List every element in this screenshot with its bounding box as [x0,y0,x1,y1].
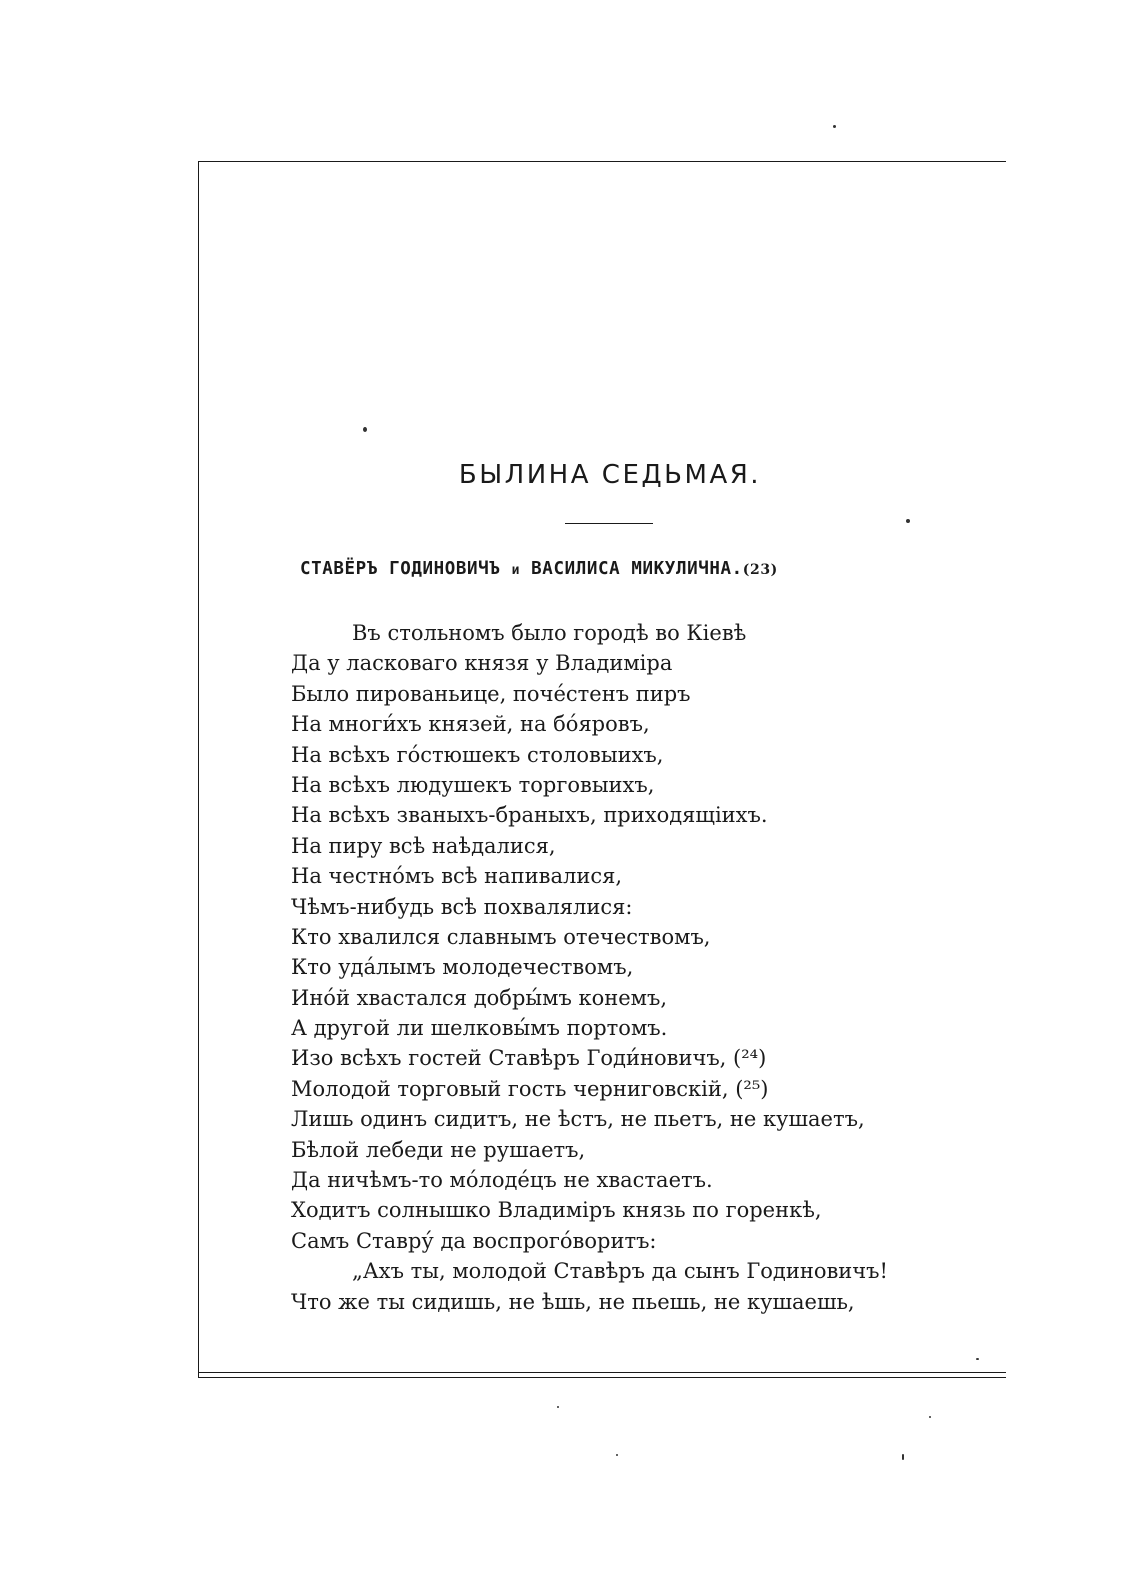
poem-line: Было пированьице, поче́стенъ пиръ [291,681,691,706]
poem-line: Кто уда́лымъ молодечествомъ, [291,955,634,980]
scan-speck [833,125,836,128]
scan-speck [902,1454,904,1460]
poem-line: На всѣхъ званыхъ-браныхъ, приходящіихъ. [291,803,768,828]
poem-line: Чѣмъ-нибудь всѣ похвалялися: [291,894,633,919]
poem-line: Ино́й хвастался добры́мъ конемъ, [291,985,668,1010]
frame-top-rule [198,161,1006,162]
poem-line: На всѣхъ го́стюшекъ столовыихъ, [291,742,664,767]
poem-line: Ходитъ солнышко Владиміръ князь по горенкѣ, [291,1198,822,1223]
frame-bottom-rule [198,1372,1006,1373]
poem-line: Да у ласковаго князя у Владиміра [291,651,673,676]
subtitle-part-1: СТАВЁРЪ ГОДИНОВИЧЪ [300,559,501,579]
subtitle-part-2: ВАСИЛИСА МИКУЛИЧНА. [531,559,743,579]
heading-divider [565,523,653,524]
poem-line: А другой ли шелковы́мъ портомъ. [291,1016,668,1041]
poem-line: Лишь одинъ сидитъ, не ѣстъ, не пьетъ, не кушаетъ, [291,1107,865,1132]
poem-line: Въ стольномъ было городѣ во Кіевѣ [352,621,747,645]
subtitle-conjunction: и [511,563,521,578]
chapter-heading: БЫЛИНА СЕДЬМАЯ. [458,460,762,490]
poem-line: Молодой торговый гость черниговскій, (²⁵) [291,1076,769,1101]
poem-line: Кто хвалился славнымъ отечествомъ, [291,924,711,949]
poem-line: Самъ Ставру́ да воспрого́воритъ: [291,1228,657,1253]
scan-speck [929,1416,931,1418]
chapter-subtitle [300,559,1000,579]
poem-line: Да ничѣмъ-то мо́лоде́цъ не хвастаетъ. [291,1168,713,1193]
frame-bottom-rule-double [198,1377,1006,1378]
poem-line: Бѣлой лебеди не рушаетъ, [291,1137,586,1162]
poem-line: На всѣхъ людушекъ торговыихъ, [291,772,655,797]
poem-line: Что же ты сидишь, не ѣшь, не пьешь, не кушаешь, [291,1289,855,1314]
poem-line: На многи́хъ князей, на бо́яровъ, [291,712,650,737]
scan-speck [976,1358,979,1360]
poem-line: На честно́мъ всѣ напивалися, [291,864,623,889]
poem-line: „Ахъ ты, молодой Ставѣръ да сынъ Годиновичъ! [352,1259,888,1284]
poem-body [291,618,991,1317]
poem-line: Изо всѣхъ гостей Ставѣръ Годи́новичъ, (²⁴) [291,1046,767,1071]
poem-line: На пиру всѣ наѣдалися, [291,833,556,858]
scan-speck [363,427,367,432]
scan-speck [616,1454,618,1456]
scan-speck [906,519,910,523]
scan-speck [557,1406,559,1408]
frame-left-rule [198,161,199,1377]
subtitle-footnote-ref: (23) [742,562,778,578]
